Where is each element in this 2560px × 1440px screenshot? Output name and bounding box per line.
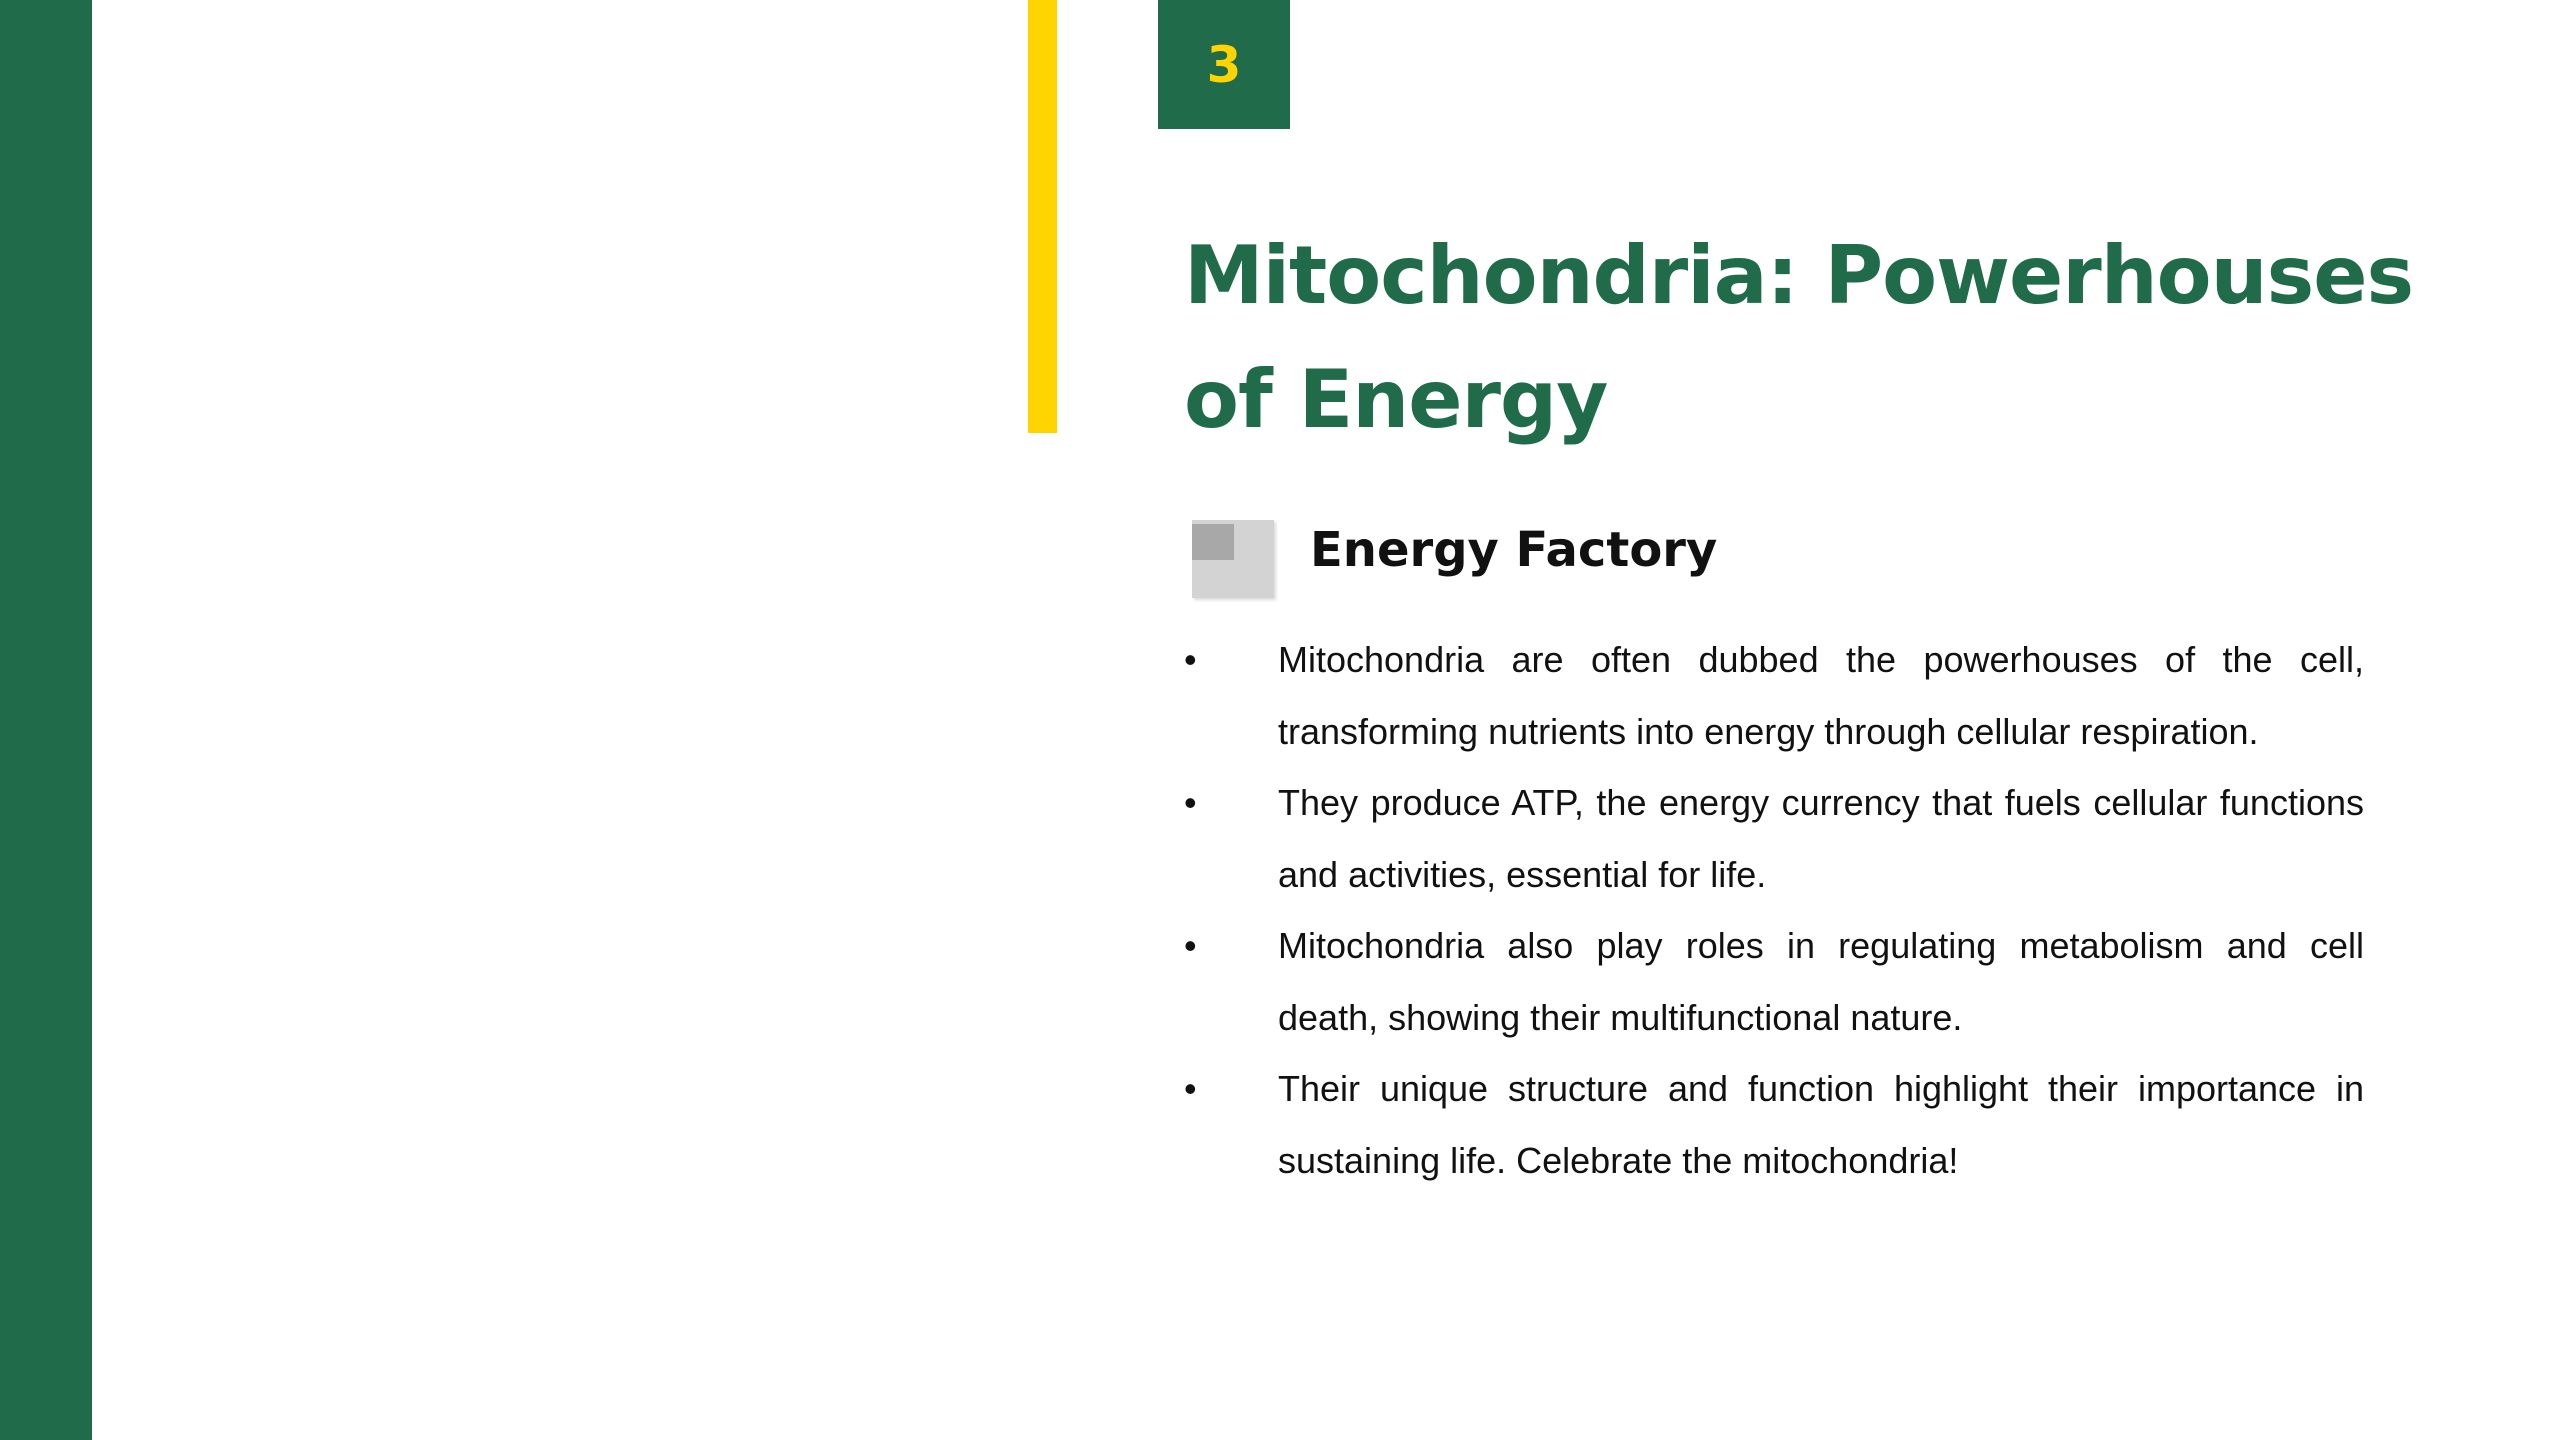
bullet-text: Their unique structure and function highlight their importance in sustaining life. Celebrate the mitochondria! xyxy=(1278,1068,2364,1181)
bullet-dot: • xyxy=(1184,1068,1197,1109)
bullet-list xyxy=(1184,624,2364,1196)
left-green-band xyxy=(0,0,92,1440)
stacked-squares-icon xyxy=(1192,518,1274,598)
section-heading: Energy Factory xyxy=(1310,522,1718,578)
slide-title: Mitochondria: Powerhouses of Energy xyxy=(1184,229,2414,446)
bullet-dot: • xyxy=(1184,925,1197,966)
yellow-accent-bar xyxy=(1028,0,1057,433)
bullet-text: Mitochondria are often dubbed the powerhouses of the cell, transforming nutrients into energy through cellular respiration. xyxy=(1278,639,2364,752)
icon-front-square xyxy=(1192,524,1234,560)
bullet-text: Mitochondria also play roles in regulating metabolism and cell death, showing their multifunctional nature. xyxy=(1278,925,2364,1038)
page-number: 3 xyxy=(1206,35,1242,94)
page-number-badge xyxy=(1158,0,1290,129)
bullet-item xyxy=(1184,910,2364,1053)
bullet-text: They produce ATP, the energy currency that fuels cellular functions and activities, essential for life. xyxy=(1278,782,2364,895)
bullet-item xyxy=(1184,1053,2364,1196)
bullet-item xyxy=(1184,624,2364,767)
bullet-item xyxy=(1184,767,2364,910)
bullet-dot: • xyxy=(1184,639,1197,680)
bullet-dot: • xyxy=(1184,782,1197,823)
